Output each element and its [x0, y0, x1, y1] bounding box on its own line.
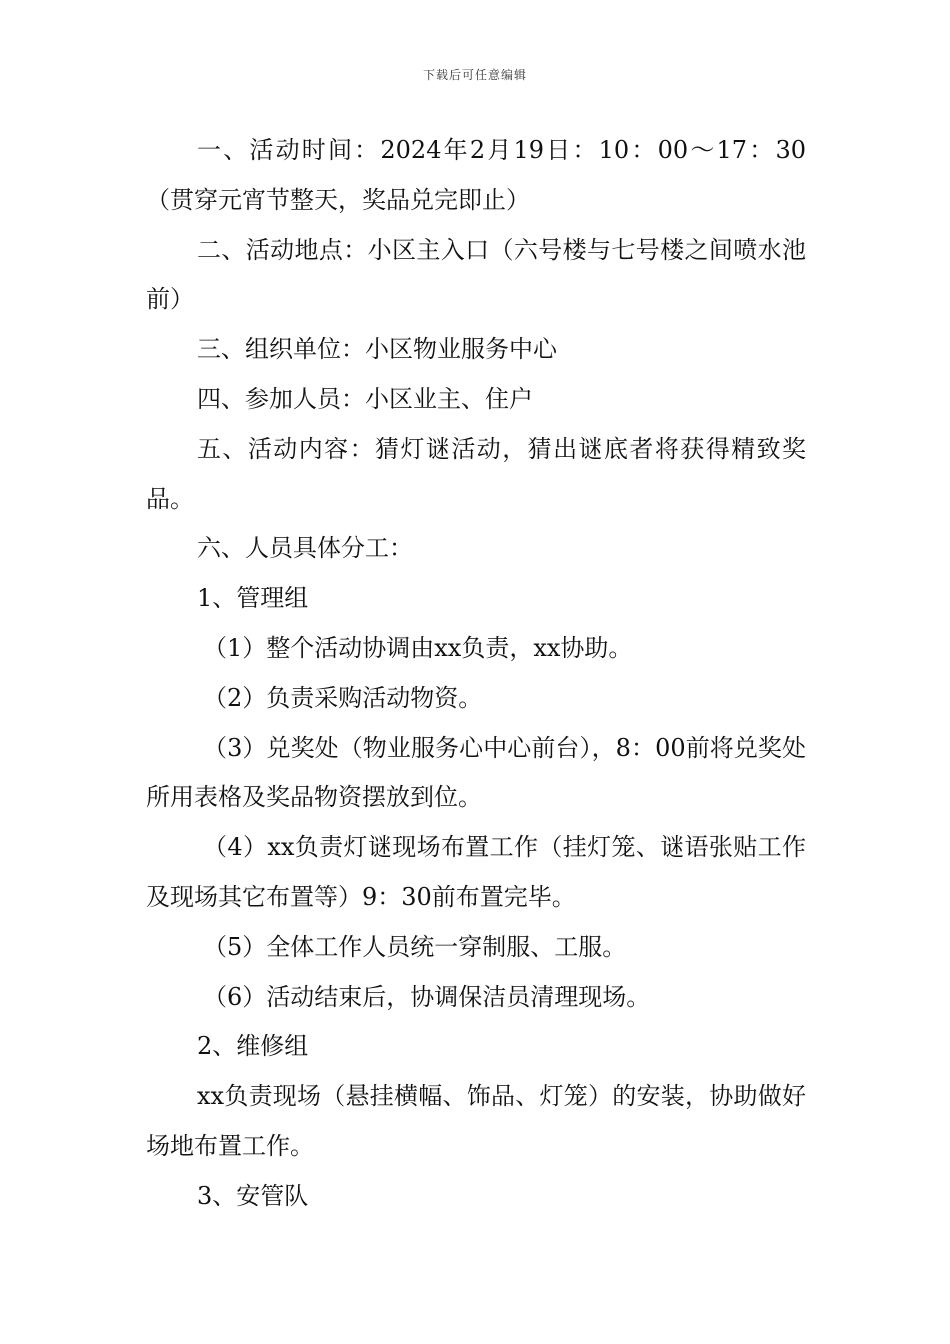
- list-item-management-5: （5）全体工作人员统一穿制服、工服。: [203, 932, 627, 961]
- document-body: [146, 126, 806, 1222]
- section-security-team: 3、安管队: [197, 1181, 309, 1210]
- section-management-group: 1、管理组: [197, 584, 309, 613]
- section-maintenance-group: 2、维修组: [197, 1032, 309, 1061]
- paragraph-organizer: 三、组织单位：小区物业服务中心: [197, 335, 557, 364]
- list-item-management-6: （6）活动结束后，协调保洁员清理现场。: [203, 982, 651, 1011]
- list-item-management-1: （1）整个活动协调由xx负责，xx协助。: [203, 633, 633, 662]
- paragraph-maintenance-duty: xx负责现场（悬挂横幅、饰品、灯笼）的安装，协助做好场地布置工作。: [146, 1082, 806, 1160]
- paragraph-activity-location: 二、活动地点：小区主入口（六号楼与七号楼之间喷水池前）: [146, 235, 806, 314]
- paragraph-participants: 四、参加人员：小区业主、住户: [197, 384, 533, 413]
- paragraph-activity-time: 一、活动时间：2024年2月19日：10：00～17：30（贯穿元宵节整天，奖品兑完即止）: [146, 136, 806, 214]
- list-item-management-4: （4）xx负责灯谜现场布置工作（挂灯笼、谜语张贴工作及现场其它布置等）9：30前布置完毕。: [146, 833, 806, 911]
- paragraph-staff-division: 六、人员具体分工：: [197, 534, 413, 563]
- list-item-management-3: （3）兑奖处（物业服务心中心前台），8：00前将兑奖处所用表格及奖品物资摆放到位。: [146, 733, 806, 812]
- page-header: 下载后可任意编辑: [422, 68, 527, 82]
- list-item-management-2: （2）负责采购活动物资。: [203, 683, 483, 712]
- paragraph-activity-content: 五、活动内容：猜灯谜活动，猜出谜底者将获得精致奖品。: [146, 434, 806, 513]
